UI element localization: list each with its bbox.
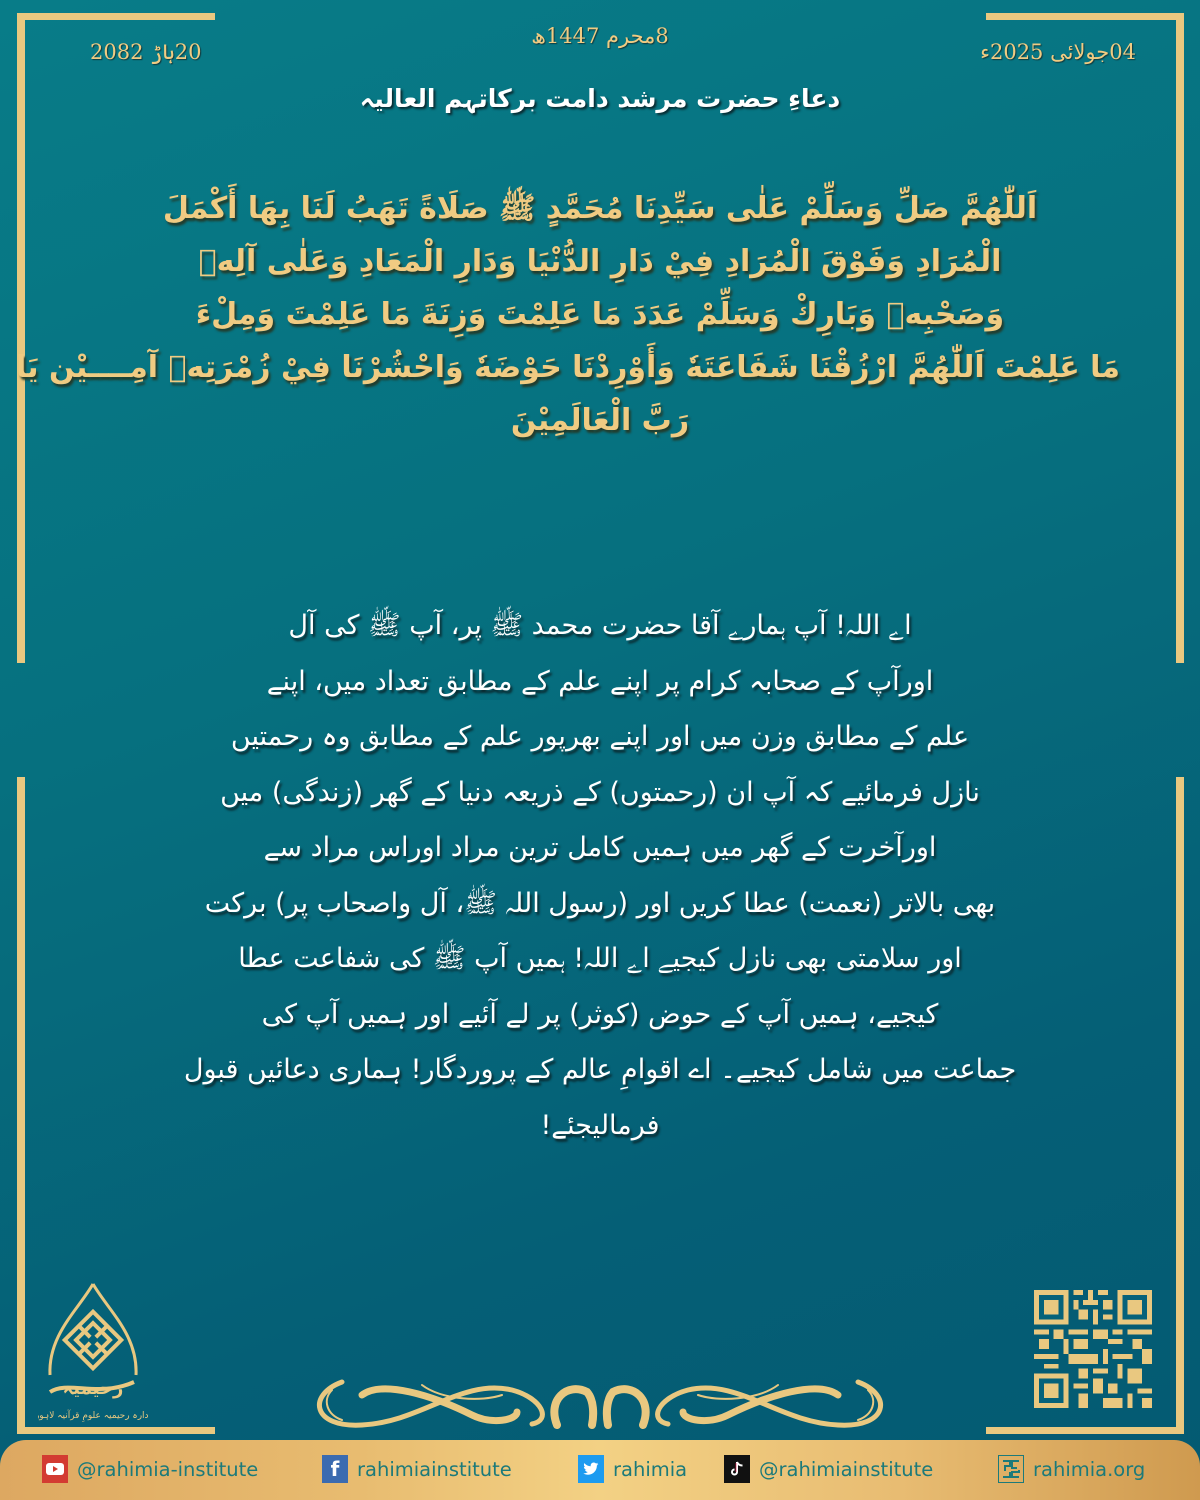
urdu-line: جماعت میں شامل کیجیے۔ اے اقوامِ عالم کے پروردگار! ہماری دعائیں قبول [183,1054,1017,1085]
svg-text:رحیمیہ: رحیمیہ [62,1378,124,1399]
rahimia-logo [38,1280,148,1430]
rahimia-emblem-icon [38,1280,148,1430]
urdu-line: علم کے مطابق وزن میں اور اپنے بھرپور علم کے مطابق وہ رحمتیں [230,721,970,752]
twitter-handle: rahimia [613,1457,688,1481]
facebook-handle: rahimiainstitute [357,1457,512,1481]
qr-code[interactable] [1033,1290,1153,1408]
youtube-icon [42,1455,68,1483]
urdu-line: کیجیے، ہمیں آپ کے حوض (کوثر) پر لے آئیے اور ہمیں آپ کی [261,998,939,1030]
frame-bottom-right-horizontal [986,1427,1184,1434]
arabic-line: وَصَحْبِهٖ وَبَارِكْ وَسَلِّمْ عَدَدَ مَا عَلِمْتَ وَزِنَةَ مَا عَلِمْتَ وَمِلْءَ [195,297,1005,332]
frame-bottom-left-vertical [17,777,25,1434]
arabic-line: رَبَّ الْعَالَمِيْنَ [510,403,690,438]
flourish-icon [302,1370,898,1432]
svg-text:ادارہ رحیمیہ علومِ قرآنیہ لاہو: ادارہ رحیمیہ علومِ قرآنیہ لاہور [38,1411,148,1421]
bikrami-date: 20ہاڑ 2082 [90,40,202,64]
urdu-line: اے اللہ! آپ ہمارے آقا حضرت محمد ﷺ پر، آپ ﷺ کی آل [288,610,912,641]
twitter-link[interactable] [578,1454,687,1484]
website-url: rahimia.org [1033,1457,1146,1481]
hijri-date: 8محرم 1447ھ [531,24,669,48]
frame-top-right-horizontal [986,13,1184,20]
tiktok-icon [724,1455,750,1483]
urdu-line: اورآپ کے صحابہ کرام پر اپنے علم کے مطابق تعداد میں، اپنے [266,665,934,697]
gregorian-date: 04جولائی 2025ء [980,40,1136,64]
urdu-line: اور سلامتی بھی نازل کیجیے اے اللہ! ہمیں آپ ﷺ کی شفاعت عطا [238,943,962,974]
arabic-dua [16,182,1120,447]
social-footer [0,1440,1200,1500]
qr-code-icon [1033,1290,1153,1408]
website-link[interactable] [998,1454,1145,1484]
frame-bottom-right-vertical [1176,777,1184,1434]
tiktok-link[interactable] [724,1454,933,1484]
frame-top-left-horizontal [17,13,215,20]
urdu-line: بھی بالاتر (نعمت) عطا کریں اور (رسول اللہ ﷺ، آل واصحاب پر) برکت [204,887,996,919]
urdu-line: نازل فرمائیے کہ آپ ان (رحمتوں) کے ذریعہ دنیا کے گھر (زندگی) میں [220,776,980,808]
twitter-icon [578,1455,604,1483]
website-logo-icon [998,1455,1024,1483]
urdu-line: فرمالیجئے! [540,1109,660,1141]
arabic-line: الْمُرَادِ وَفَوْقَ الْمُرَادِ فِيْ دَارِ الدُّنْيَا وَدَارِ الْمَعَادِ وَعَلٰى آلِهٖ [198,244,1002,279]
facebook-icon: f [322,1455,348,1483]
facebook-link[interactable] [322,1454,512,1484]
youtube-link[interactable] [42,1454,258,1484]
tiktok-handle: @rahimiainstitute [759,1457,934,1481]
youtube-handle: @rahimia-institute [77,1457,259,1481]
decorative-flourish [302,1370,898,1432]
urdu-line: اورآخرت کے گھر میں ہمیں کامل ترین مراد اوراس مراد سے [263,832,937,863]
arabic-line: اَللّٰهُمَّ صَلِّ وَسَلِّمْ عَلٰى سَيِّدِنَا مُحَمَّدٍ ﷺ صَلَاةً تَهَبُ لَنَا بِهَا أَكْمَلَ [162,191,1038,226]
urdu-translation [150,598,1050,1153]
page-title: دعاءِ حضرت مرشد دامت برکاتہم العالیہ [359,84,841,113]
arabic-line: مَا عَلِمْتَ اَللّٰهُمَّ ارْزُقْنَا شَفَاعَتَهٗ وَأَوْرِدْنَا حَوْضَهٗ وَاحْشُرْنَا فِيْ زُمْرَتِهٖ آمِــــيْن يَا [16,350,1120,385]
